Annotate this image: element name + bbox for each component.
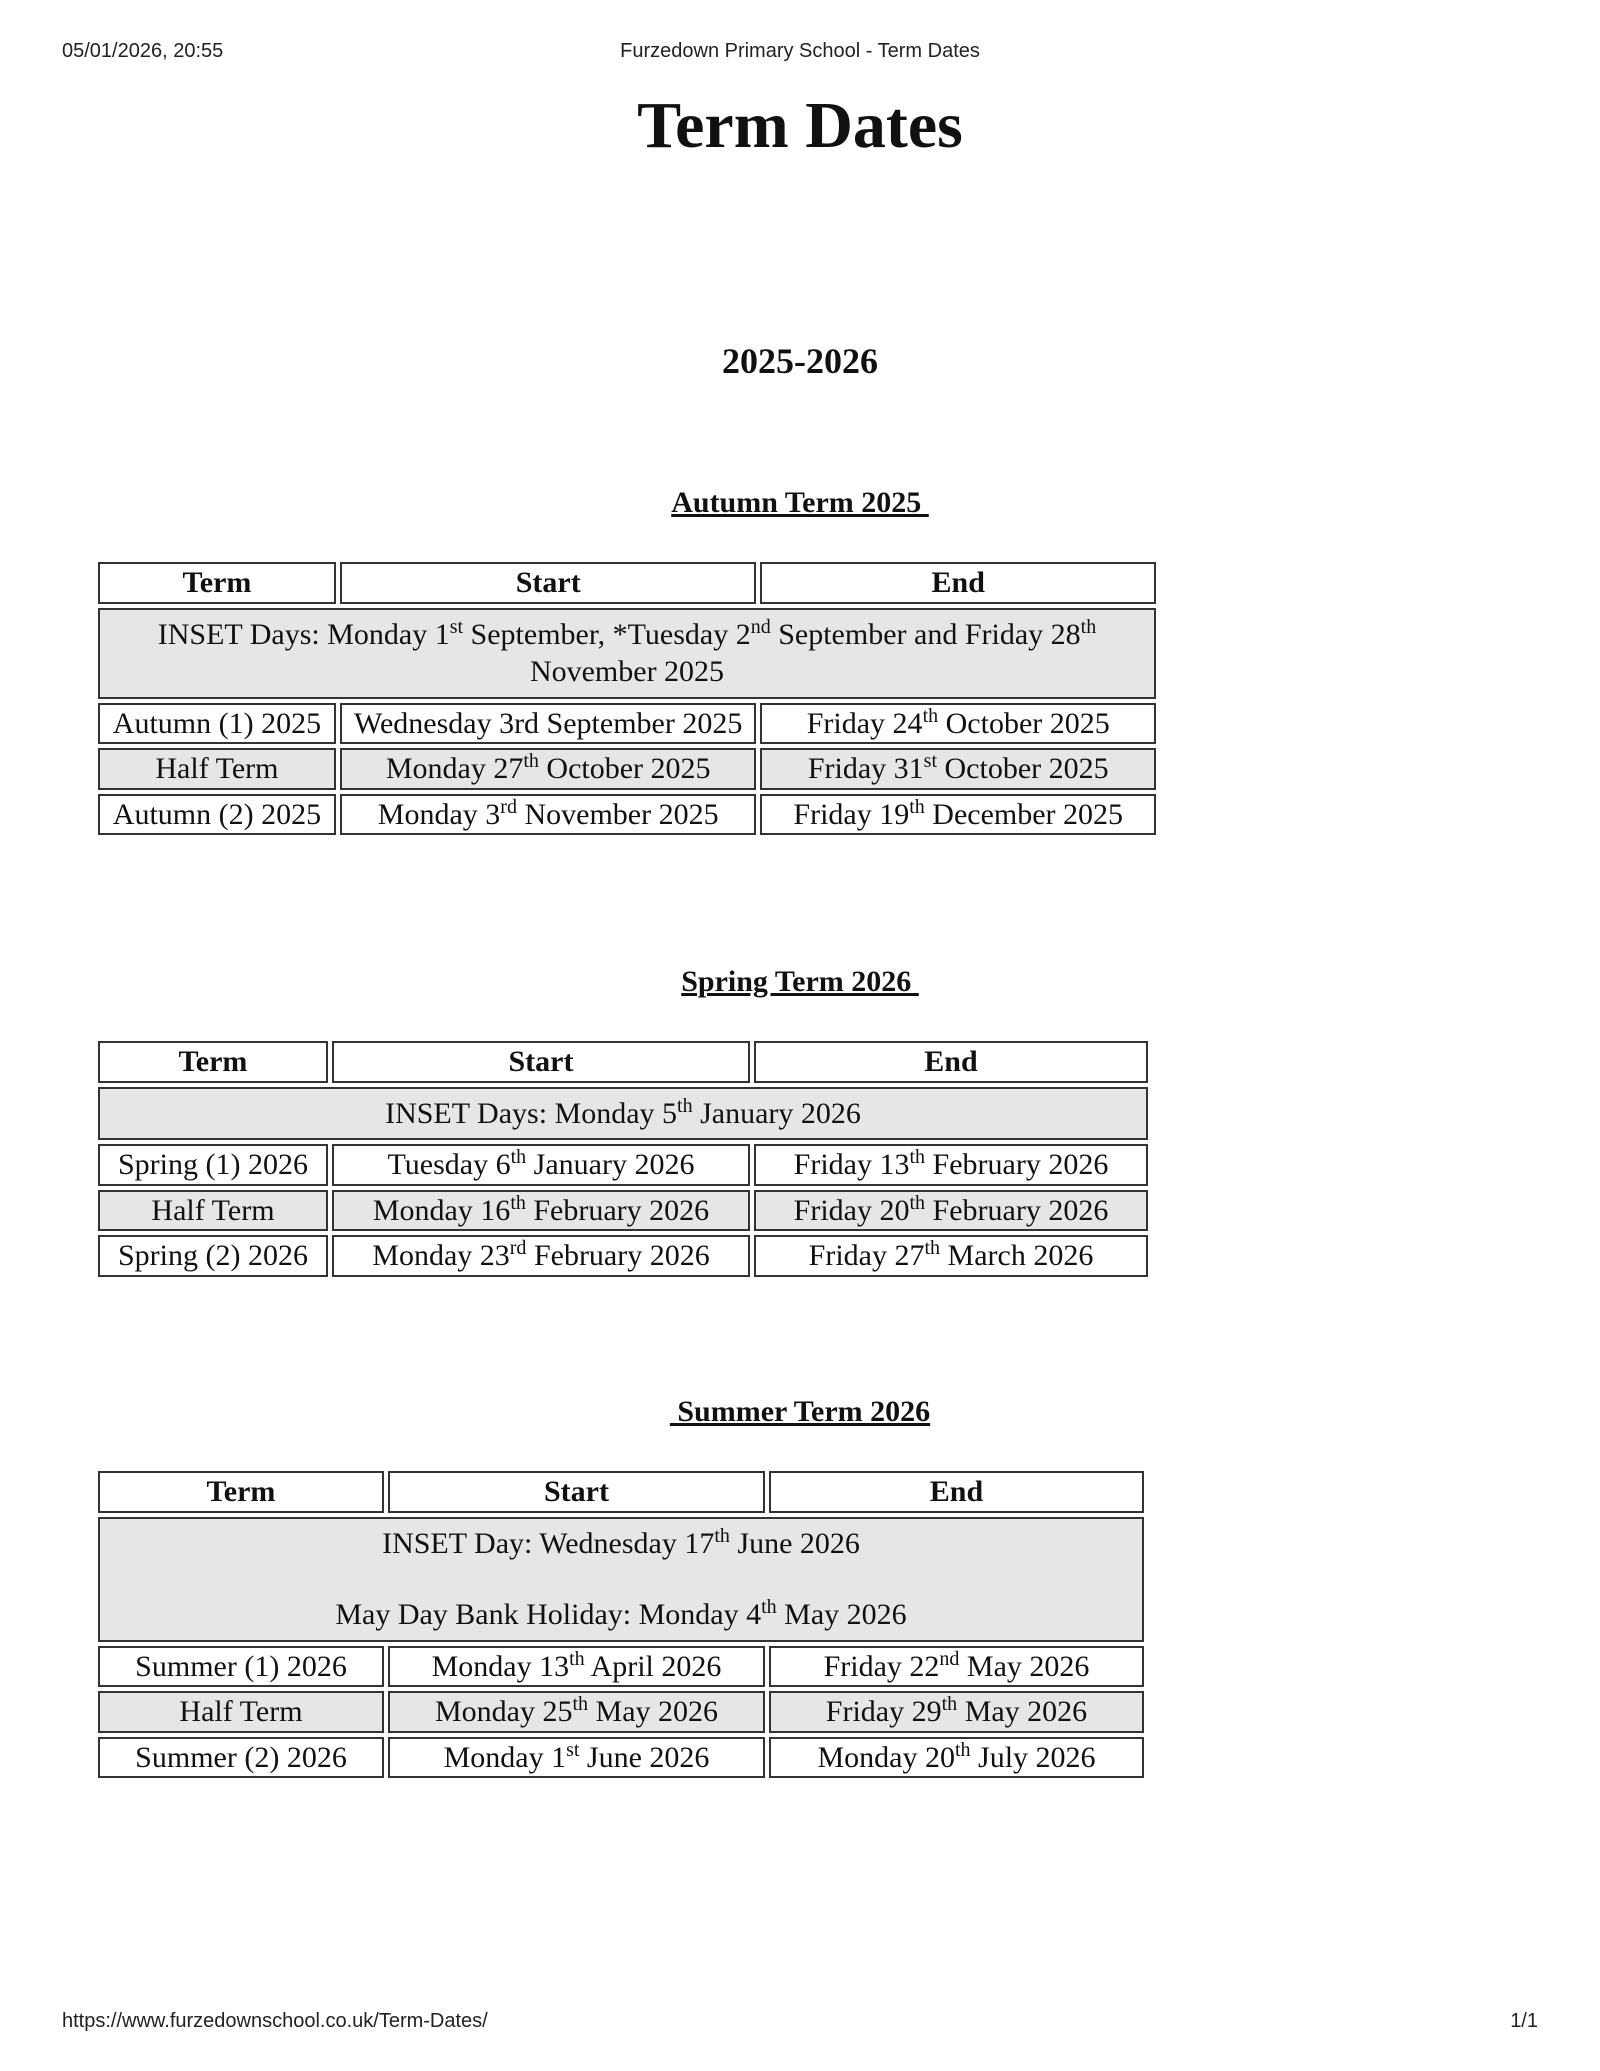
start-cell: Monday 25th May 2026 (388, 1691, 765, 1733)
term-cell: Summer (1) 2026 (98, 1646, 384, 1688)
term-cell: Half Term (98, 1190, 328, 1232)
table-row (98, 1190, 1148, 1232)
print-document-title: Furzedown Primary School - Term Dates (620, 40, 980, 62)
end-cell: Friday 27th March 2026 (754, 1235, 1148, 1277)
start-cell: Monday 1st June 2026 (388, 1737, 765, 1779)
inset-days-note: INSET Days: Monday 1st September, *Tuesday 2nd September and Friday 28th November 2025 (98, 608, 1156, 699)
academic-year-heading: 2025-2026 (722, 341, 878, 381)
summer-term-table (94, 1467, 1148, 1782)
end-cell: Friday 29th May 2026 (769, 1691, 1144, 1733)
term-cell: Summer (2) 2026 (98, 1737, 384, 1779)
inset-days-note: INSET Days: Monday 5th January 2026 (98, 1087, 1148, 1141)
start-cell: Monday 23rd February 2026 (332, 1235, 750, 1277)
column-header-term: Term (98, 1041, 328, 1083)
end-cell: Monday 20th July 2026 (769, 1737, 1144, 1779)
spring-term-heading: Spring Term 2026 (681, 965, 919, 998)
inset-note-row (98, 1087, 1148, 1141)
table-header-row (98, 1471, 1144, 1513)
summer-term-heading: Summer Term 2026 (669, 1395, 931, 1428)
start-cell: Monday 3rd November 2025 (340, 794, 757, 836)
term-cell: Half Term (98, 748, 336, 790)
table-row (98, 1646, 1144, 1688)
table-header-row (98, 1041, 1148, 1083)
autumn-term-table (94, 558, 1160, 839)
spring-term-table (94, 1037, 1152, 1281)
end-cell: Friday 13th February 2026 (754, 1144, 1148, 1186)
start-cell: Monday 16th February 2026 (332, 1190, 750, 1232)
column-header-end: End (769, 1471, 1144, 1513)
page-number: 1/1 (1510, 2010, 1538, 2032)
inset-note-row (98, 608, 1156, 699)
table-row (98, 794, 1156, 836)
term-cell: Spring (2) 2026 (98, 1235, 328, 1277)
bank-holiday-note: May Day Bank Holiday: Monday 4th May 2026 (335, 1596, 907, 1631)
start-cell: Tuesday 6th January 2026 (332, 1144, 750, 1186)
end-cell: Friday 24th October 2025 (760, 703, 1156, 745)
column-header-end: End (760, 562, 1156, 604)
end-cell: Friday 19th December 2025 (760, 794, 1156, 836)
print-datetime: 05/01/2026, 20:55 (62, 40, 224, 62)
column-header-end: End (754, 1041, 1148, 1083)
table-row (98, 703, 1156, 745)
table-row (98, 1144, 1148, 1186)
column-header-start: Start (340, 562, 757, 604)
start-cell: Monday 13th April 2026 (388, 1646, 765, 1688)
end-cell: Friday 22nd May 2026 (769, 1646, 1144, 1688)
table-row (98, 748, 1156, 790)
term-cell: Autumn (1) 2025 (98, 703, 336, 745)
table-row (98, 1737, 1144, 1779)
end-cell: Friday 31st October 2025 (760, 748, 1156, 790)
table-row (98, 1691, 1144, 1733)
column-header-start: Start (388, 1471, 765, 1513)
autumn-term-heading: Autumn Term 2025 (671, 486, 929, 519)
term-cell: Autumn (2) 2025 (98, 794, 336, 836)
inset-note-row (98, 1517, 1144, 1642)
end-cell: Friday 20th February 2026 (754, 1190, 1148, 1232)
page-url: https://www.furzedownschool.co.uk/Term-Dates/ (62, 2010, 488, 2032)
start-cell: Monday 27th October 2025 (340, 748, 757, 790)
table-header-row (98, 562, 1156, 604)
column-header-term: Term (98, 1471, 384, 1513)
table-row (98, 1235, 1148, 1277)
column-header-term: Term (98, 562, 336, 604)
start-cell: Wednesday 3rd September 2025 (340, 703, 757, 745)
page-title: Term Dates (637, 89, 963, 162)
inset-days-note: INSET Day: Wednesday 17th June 2026 May Day Bank Holiday: Monday 4th May 2026 (98, 1517, 1144, 1642)
term-cell: Half Term (98, 1691, 384, 1733)
term-cell: Spring (1) 2026 (98, 1144, 328, 1186)
column-header-start: Start (332, 1041, 750, 1083)
